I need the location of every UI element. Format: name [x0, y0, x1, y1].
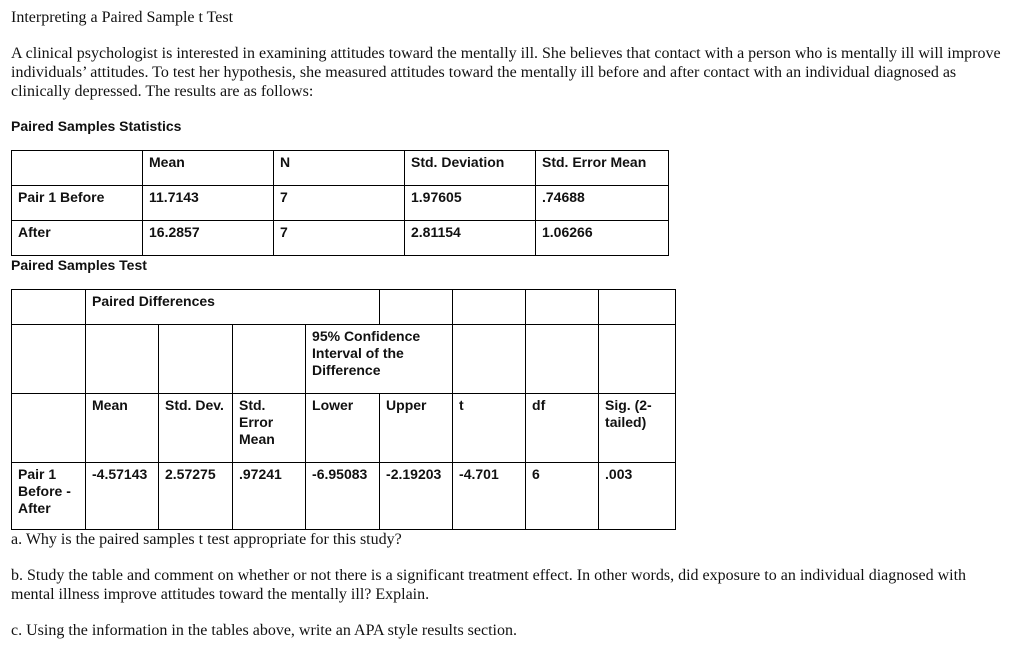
row-label: Pair 1 Before - After: [12, 463, 86, 530]
question-b: b. Study the table and comment on whether or not there is a significant treatment effect. In other words, did exposure to an individual diagnosed with mental illness improve attitudes toward the mentally ill? Explain.: [11, 567, 967, 603]
table-cell: 11.7143: [143, 186, 274, 221]
header-cell: N: [274, 151, 405, 186]
table-cell: -4.701: [453, 463, 526, 530]
table-cell: 2.57275: [159, 463, 233, 530]
header-cell: Std. Deviation: [405, 151, 536, 186]
header-cell: [12, 151, 143, 186]
table-row: [12, 290, 676, 325]
table-cell: 7: [274, 221, 405, 256]
header-cell: t: [453, 394, 526, 463]
header-cell: Std. Dev.: [159, 394, 233, 463]
table-cell: 6: [526, 463, 599, 530]
table-cell: 2.81154: [405, 221, 536, 256]
paired-samples-statistics-table: [11, 150, 669, 256]
header-cell: [12, 394, 86, 463]
header-cell: Sig. (2-tailed): [599, 394, 676, 463]
page-title: Interpreting a Paired Sample t Test: [11, 9, 234, 26]
table-cell: 1.97605: [405, 186, 536, 221]
row-label: After: [12, 221, 143, 256]
table-cell: .74688: [536, 186, 669, 221]
question-c: c. Using the information in the tables above, write an APA style results section.: [11, 622, 517, 639]
table-row: [12, 221, 669, 256]
row-label: Pair 1 Before: [12, 186, 143, 221]
paired-samples-test-table: [11, 289, 676, 530]
header-cell: Std. Error Mean: [536, 151, 669, 186]
confidence-interval-header: 95% Confidence Interval of the Difference: [306, 325, 453, 394]
table-header-row: [12, 394, 676, 463]
paired-differences-header: Paired Differences: [86, 290, 306, 325]
table-cell: 16.2857: [143, 221, 274, 256]
question-a: a. Why is the paired samples t test appropriate for this study?: [11, 531, 402, 548]
header-cell: Upper: [380, 394, 453, 463]
header-cell: Mean: [86, 394, 159, 463]
test-table-heading: Paired Samples Test: [11, 257, 147, 273]
table-row: [12, 325, 676, 394]
table-cell: -6.95083: [306, 463, 380, 530]
stats-table-heading: Paired Samples Statistics: [11, 118, 182, 134]
header-cell: Mean: [143, 151, 274, 186]
header-cell: Std. Error Mean: [233, 394, 306, 463]
header-cell: df: [526, 394, 599, 463]
table-cell: 7: [274, 186, 405, 221]
intro-paragraph: A clinical psychologist is interested in examining attitudes toward the mentally ill. She believes that contact with a person who is mentally ill will improve individuals’ attitudes. To test her hypothesis, she measured attitudes toward the mentally ill before and after contact with an individual diagnosed as clinically depressed. The results are as follows:: [11, 45, 1001, 100]
table-row: [12, 186, 669, 221]
table-cell: -2.19203: [380, 463, 453, 530]
table-cell: .003: [599, 463, 676, 530]
table-row: [12, 463, 676, 530]
header-cell: Lower: [306, 394, 380, 463]
table-cell: -4.57143: [86, 463, 159, 530]
table-cell: 1.06266: [536, 221, 669, 256]
table-header-row: [12, 151, 669, 186]
table-cell: .97241: [233, 463, 306, 530]
